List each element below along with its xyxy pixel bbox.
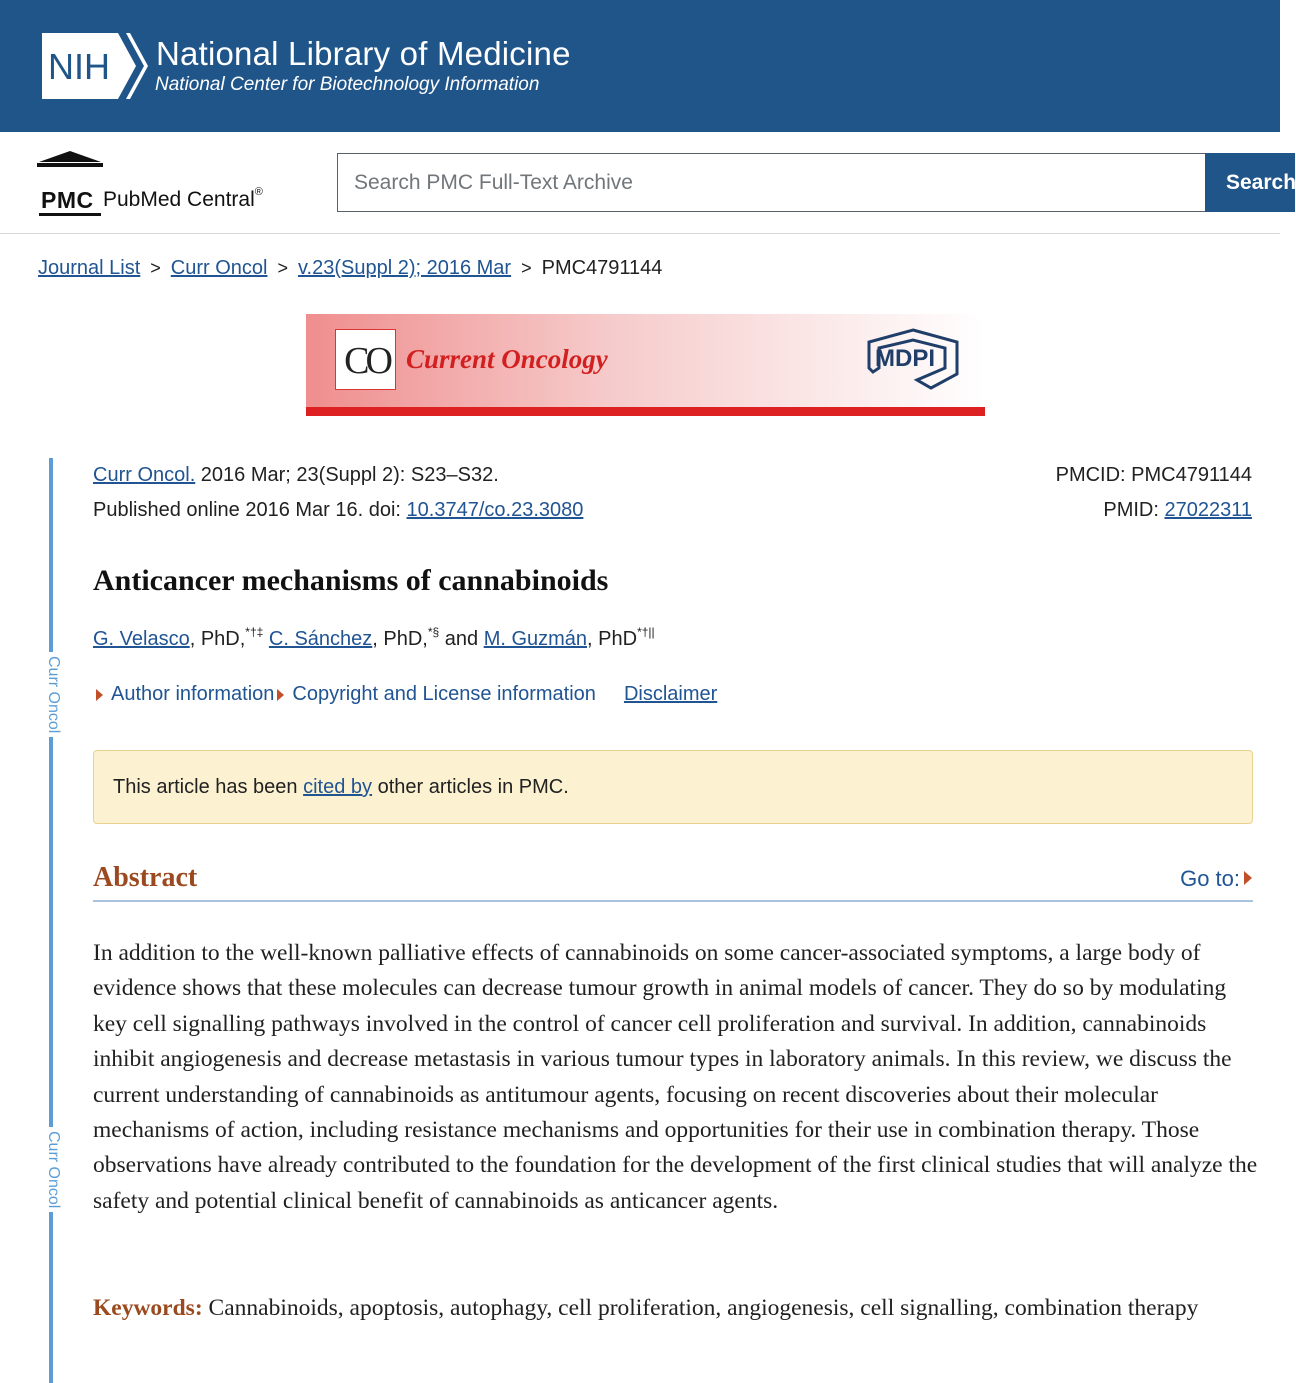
goto-menu[interactable]: Go to:	[1180, 866, 1240, 891]
breadcrumb-separator: >	[521, 258, 532, 278]
abstract-text: In addition to the well-known palliative effects of cannabinoids on some cancer-associated symptoms, a large body of evidence shows that these molecules can decrease tumour growth in animal models of cancer. They do so by modulating key cell signalling pathways involved in the control of cancer cell proliferation and survival. In addition, cannabinoids inhibit angiogenesis and decrease metastasis in various tumour types in laboratory animals. In this review, we discuss the current understanding of cannabinoids as antitumour agents, focusing on recent discoveries about their molecular mechanisms of action, including resistance mechanisms and opportunities for their use in combination therapy. Those observations have already contributed to the foundation for the development of the first clinical studies that will analyze the safety and potential clinical benefit of cannabinoids as anticancer agents.	[93, 940, 1258, 1214]
abstract-heading: Abstract	[93, 862, 198, 893]
author-affiliation-marks[interactable]: *§	[427, 625, 440, 639]
triangle-right-icon[interactable]	[1244, 871, 1252, 885]
pmcid: PMCID: PMC4791144	[1055, 464, 1252, 486]
side-rail	[49, 458, 53, 1383]
author-and: and	[439, 628, 484, 650]
doi-link[interactable]: 10.3747/co.23.3080	[406, 499, 584, 521]
nih-subtitle: National Center for Biotechnology Information	[155, 74, 540, 95]
side-rail-label[interactable]: Curr Oncol	[40, 652, 62, 737]
citation-details: 2016 Mar; 23(Suppl 2): S23–S32.	[195, 464, 499, 486]
breadcrumb-journal-list[interactable]: Journal List	[38, 257, 141, 279]
disclaimer-link[interactable]: Disclaimer	[623, 683, 718, 705]
published-prefix: Published online 2016 Mar 16. doi:	[93, 499, 407, 521]
nih-title[interactable]: National Library of Medicine	[156, 35, 571, 72]
author-affiliation-marks[interactable]: *†||	[637, 625, 655, 639]
author-link[interactable]: C. Sánchez	[268, 628, 373, 650]
published-line	[93, 499, 583, 522]
search-input[interactable]	[337, 153, 1206, 212]
triangle-right-icon	[96, 689, 103, 701]
abstract-divider	[93, 900, 1253, 902]
keywords	[93, 1291, 1233, 1326]
journal-banner[interactable]	[306, 314, 985, 416]
nih-header	[0, 0, 1280, 132]
breadcrumb-issue[interactable]: v.23(Suppl 2); 2016 Mar	[298, 257, 512, 279]
pmc-roof-icon	[37, 150, 103, 168]
nih-logo-icon[interactable]	[40, 33, 146, 99]
article-title: Anticancer mechanisms of cannabinoids	[93, 564, 609, 597]
pmid-link[interactable]: 27022311	[1164, 499, 1252, 521]
info-links	[93, 683, 717, 706]
author-link[interactable]: M. Guzmán	[483, 628, 588, 650]
pmid: PMID: 27022311	[1103, 499, 1252, 521]
breadcrumb-current: PMC4791144	[541, 257, 663, 279]
breadcrumb-separator: >	[277, 258, 289, 278]
journal-logo-letters: CO	[344, 340, 389, 382]
breadcrumb	[38, 257, 662, 280]
citation-line	[93, 464, 499, 487]
cited-by-text: This article has been cited by other articles in PMC.	[113, 776, 569, 798]
journal-link[interactable]: Curr Oncol.	[93, 464, 196, 486]
journal-name: Current Oncology	[406, 344, 608, 374]
author-affiliation-marks[interactable]: *†‡	[245, 625, 264, 639]
pmc-logo[interactable]	[37, 150, 287, 212]
author-link[interactable]: G. Velasco	[93, 628, 190, 650]
cited-by-link[interactable]: cited by	[303, 776, 373, 798]
author-degree: , PhD,	[189, 628, 246, 650]
breadcrumb-journal[interactable]: Curr Oncol	[170, 257, 268, 279]
keywords-list: Cannabinoids, apoptosis, autophagy, cell proliferation, angiogenesis, cell signalling, combination therapy	[202, 1295, 1199, 1321]
svg-text:NIH: NIH	[48, 46, 110, 87]
copyright-toggle[interactable]: Copyright and License information	[292, 683, 596, 705]
author-degree: , PhD	[587, 628, 638, 650]
pmc-underline	[39, 213, 101, 216]
breadcrumb-separator: >	[150, 258, 161, 278]
pmc-bar	[0, 132, 1296, 234]
mdpi-logo-icon	[865, 328, 961, 390]
side-rail-label[interactable]: Curr Oncol	[40, 1127, 62, 1212]
triangle-right-icon	[277, 689, 284, 701]
banner-stripe	[306, 407, 985, 416]
svg-text:MDPI: MDPI	[875, 345, 935, 372]
pmcid-value: PMC4791144	[1131, 464, 1252, 486]
pmc-name: PubMed Central®	[103, 186, 263, 211]
author-list	[93, 625, 655, 651]
author-information-toggle[interactable]: Author information	[111, 683, 275, 705]
search-button[interactable]: Search	[1205, 153, 1295, 212]
keywords-label: Keywords:	[93, 1295, 203, 1321]
pmc-abbr: PMC	[41, 187, 94, 213]
cited-by-notice	[93, 750, 1253, 824]
author-degree: , PhD,	[372, 628, 428, 650]
